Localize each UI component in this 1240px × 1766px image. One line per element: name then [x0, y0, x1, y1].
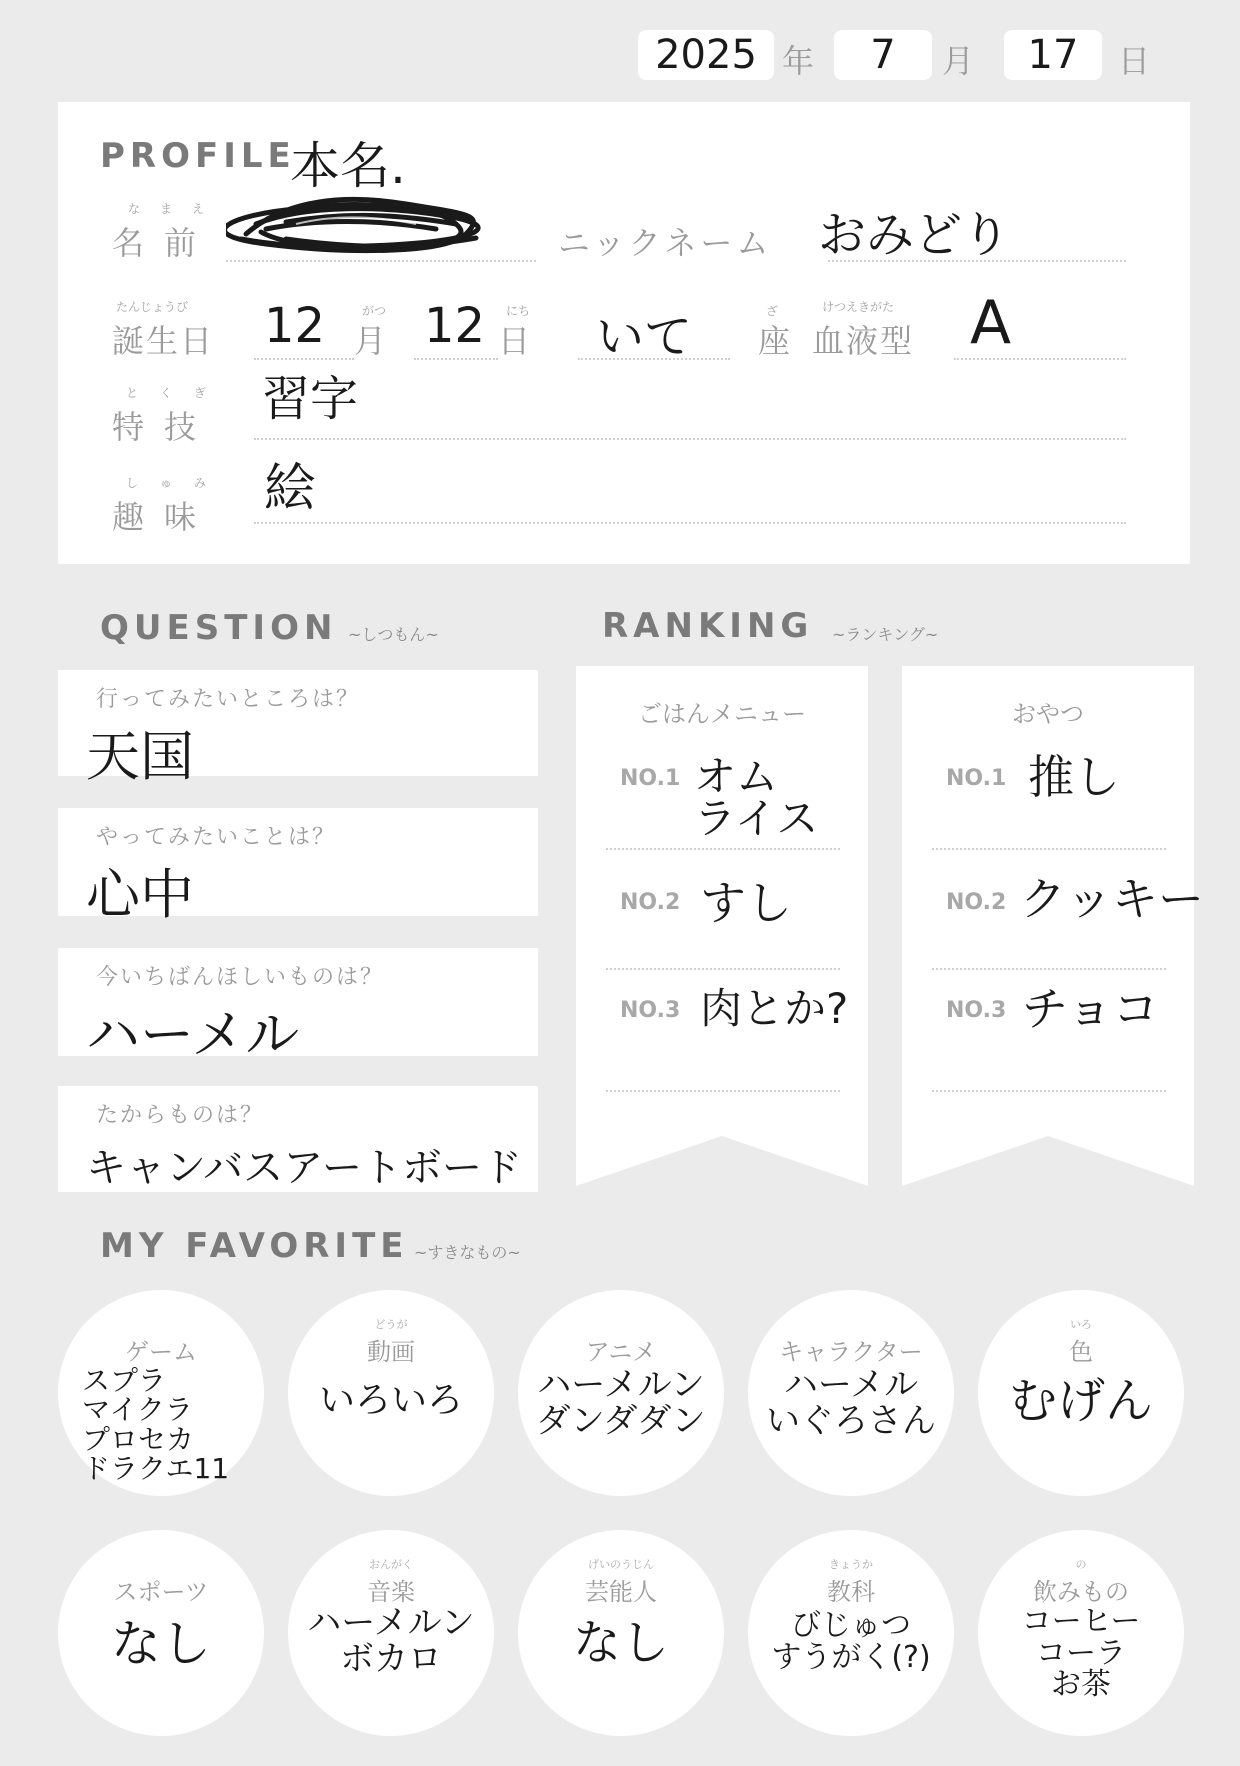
rank-line [606, 1090, 840, 1092]
hobby-value: 絵 [264, 459, 317, 519]
rank-item: クッキー [1020, 872, 1204, 926]
ribbon-shape [902, 666, 1194, 1186]
favorite-ruby: げいのうじん [588, 1558, 654, 1571]
favorite-circle-color [978, 1290, 1184, 1496]
favorite-value: なし [111, 1615, 211, 1673]
rank-item: チョコ [1022, 982, 1159, 1036]
blood-line [954, 358, 1126, 360]
rank-no: NO.3 [620, 998, 681, 1023]
favorite-value: ハーメルン ダンダダン [536, 1365, 706, 1441]
birth-month: 12 [264, 298, 326, 354]
hobby-label: 趣味 [112, 498, 217, 536]
favorite-label: 教科 [827, 1578, 875, 1606]
favorite-circle-drink [978, 1530, 1184, 1736]
favorite-circle-subject [748, 1530, 954, 1736]
favorite-label: 色 [1069, 1338, 1093, 1366]
ranking-subtitle: ~ランキング~ [832, 625, 939, 644]
nickname-line [828, 260, 1126, 262]
skill-label: 特技 [112, 408, 217, 446]
rank-item: 推し [1028, 750, 1120, 804]
hobby-line [254, 522, 1126, 524]
favorite-circle-music [288, 1530, 494, 1736]
rank-no: NO.2 [946, 890, 1007, 915]
favorite-ruby: の [1075, 1558, 1087, 1571]
zodiac-line [578, 358, 730, 360]
favorite-label: 音楽 [367, 1578, 415, 1606]
question-subtitle: ~しつもん~ [348, 625, 439, 644]
question-label: 行ってみたいところは？ [96, 687, 361, 712]
favorite-ruby: どうが [374, 1318, 408, 1331]
favorite-label: 動画 [367, 1338, 415, 1366]
ranking-column-meal [576, 666, 868, 1186]
question-card [58, 808, 538, 926]
name-redaction-scribble [226, 194, 496, 256]
date-year-box: 2025 [638, 30, 774, 80]
date-day-box: 17 [1004, 30, 1102, 80]
favorite-value: なし [572, 1615, 669, 1671]
month-unit: 月 [354, 322, 387, 360]
rank-line [932, 848, 1166, 850]
day-unit: 日 [498, 322, 531, 360]
date-month-box: 7 [834, 30, 932, 80]
rank-item: すし [700, 876, 792, 930]
birthday-label: 誕生日 [112, 322, 215, 360]
favorite-value: コーヒー コーラ お茶 [1021, 1604, 1141, 1702]
name-label: 名前 [112, 224, 217, 262]
date-month-unit: 月 [942, 42, 975, 80]
favorite-subtitle: ~すきなもの~ [414, 1243, 521, 1262]
question-answer: キャンバスアートボード [86, 1145, 522, 1191]
skill-line [254, 438, 1126, 440]
zodiac-value: いて [596, 309, 693, 365]
date-year-unit: 年 [782, 42, 815, 80]
zodiac-label: 座 [758, 322, 791, 360]
favorite-label: ゲーム [125, 1338, 197, 1366]
question-answer: 心中 [86, 863, 194, 926]
favorite-value: ハーメルン ボカロ [307, 1603, 475, 1679]
rank-item: 肉とか? [700, 984, 849, 1033]
favorite-ruby: きょうか [829, 1558, 873, 1571]
skill-ruby: とくぎ [126, 386, 229, 400]
name-line [226, 260, 536, 262]
day-ruby: にち [506, 304, 531, 318]
favorite-circle-video [288, 1290, 494, 1496]
question-card [58, 1086, 538, 1192]
blood-label: 血液型 [812, 322, 915, 360]
hobby-ruby: しゅみ [126, 476, 229, 490]
favorite-ruby: おんがく [369, 1558, 413, 1571]
date-day-unit: 日 [1118, 42, 1151, 80]
skill-value: 習字 [262, 371, 359, 427]
favorite-label: スポーツ [113, 1578, 209, 1606]
birth-day: 12 [424, 298, 486, 354]
question-label: 今いちばんほしいものは？ [96, 965, 385, 990]
question-label: やってみたいことは？ [96, 825, 337, 850]
rank-line [606, 968, 840, 970]
favorite-circle-celebrity [518, 1530, 724, 1736]
nickname-label: ニックネーム [558, 224, 773, 262]
profile-card [58, 102, 1190, 564]
favorite-value: むげん [1008, 1373, 1153, 1429]
favorite-label: キャラクター [779, 1338, 923, 1366]
rank-line [932, 1090, 1166, 1092]
ranking-title: RANKING [602, 606, 814, 646]
favorite-value: いろいろ [318, 1380, 463, 1421]
ranking-column-title: ごはんメニュー [638, 700, 806, 728]
month-ruby: がつ [362, 304, 387, 318]
day-line [414, 358, 498, 360]
favorite-circle-anime [518, 1290, 724, 1496]
question-answer: 天国 [86, 725, 194, 788]
blood-value: A [970, 288, 1012, 358]
rank-line [932, 968, 1166, 970]
question-answer: ハーメル [86, 1003, 300, 1066]
rank-no: NO.2 [620, 890, 681, 915]
ranking-column-title: おやつ [1012, 700, 1084, 728]
name-ruby: なまえ [128, 202, 225, 216]
zodiac-ruby: ざ [766, 304, 779, 318]
rank-no: NO.1 [620, 766, 681, 791]
profile-note: 本名. [290, 137, 406, 195]
favorite-title: MY FAVORITE [100, 1226, 409, 1266]
profile-title: PROFILE [100, 136, 296, 176]
nickname-value: おみどり [818, 207, 1011, 263]
rank-no: NO.3 [946, 998, 1007, 1023]
favorite-value: スプラ マイクラ プロセカ ドラクエ11 [82, 1364, 230, 1486]
favorite-value: ハーメル いぐろさん [766, 1365, 936, 1441]
favorite-circle-game [58, 1290, 264, 1496]
favorite-ruby: いろ [1070, 1318, 1092, 1331]
birthday-ruby: たんじょうび [116, 300, 189, 314]
favorite-value: びじゅつ すうがく(?) [771, 1608, 931, 1675]
blood-ruby: けつえきがた [822, 300, 895, 314]
question-card [58, 948, 538, 1066]
favorite-label: 飲みもの [1033, 1578, 1129, 1606]
rank-line [606, 848, 840, 850]
favorite-label: アニメ [585, 1338, 657, 1366]
favorite-circle-character [748, 1290, 954, 1496]
rank-no: NO.1 [946, 766, 1007, 791]
question-label: たからものは？ [96, 1103, 265, 1128]
favorite-label: 芸能人 [585, 1578, 657, 1606]
favorite-circle-sports [58, 1530, 264, 1736]
question-card [58, 670, 538, 788]
question-title: QUESTION [100, 608, 338, 648]
ranking-column-snack [902, 666, 1204, 1186]
rank-item: オム ライス [694, 752, 819, 843]
